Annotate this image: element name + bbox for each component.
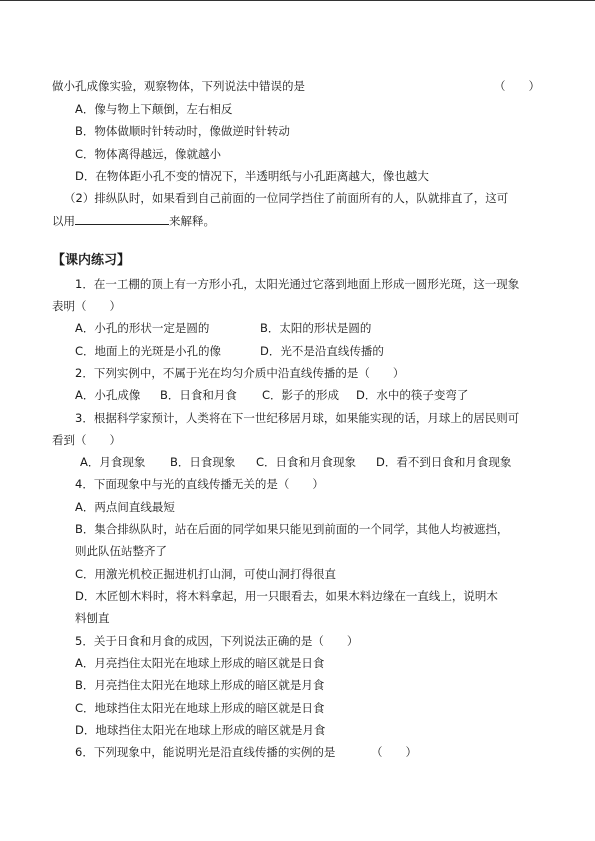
q1-line1: 1．在一工棚的顶上有一方形小孔，太阳光通过它落到地面上形成一圆形光斑，这一现象	[75, 277, 520, 291]
part2-prefix: 以用	[52, 214, 75, 228]
section-title: 【课内练习】	[52, 253, 131, 268]
q4-stem: 4．下面现象中与光的直线传播无关的是（ ）	[75, 477, 324, 491]
q1-line2: 表明（ ）	[52, 299, 121, 313]
q4-option-d-line2: 料刨直	[75, 611, 110, 625]
q3-option-b: B．日食现象	[170, 455, 236, 469]
q5-option-a: A．月亮挡住太阳光在地球上形成的暗区就是日食	[75, 656, 325, 670]
q1-option-d: D．光不是沿直线传播的	[260, 344, 384, 358]
intro-option-c: C．物体离得越远，像就越小	[75, 147, 222, 161]
q1-option-a: A．小孔的形状一定是圆的	[75, 321, 210, 335]
intro-part2-line1: （2）排纵队时，如果看到自己前面的一位同学挡住了前面所有的人，队就排直了，这可	[64, 191, 509, 205]
q4-option-d-line1: D．木匠刨木料时，将木料拿起，用一只眼看去，如果木料边缘在一直线上，说明木	[75, 589, 498, 603]
intro-option-d: D．在物体距小孔不变的情况下，半透明纸与小孔距离越大，像也越大	[75, 169, 429, 183]
intro-option-a: A．像与物上下颠倒，左右相反	[75, 102, 233, 116]
page-top-rule	[0, 0, 595, 1]
q3-option-a: A．月食现象	[80, 455, 146, 469]
intro-option-b: B．物体做顺时针转动时，像做逆时针转动	[75, 124, 290, 138]
q5-option-c: C．地球挡住太阳光在地球上形成的暗区就是日食	[75, 701, 325, 715]
q3-line2: 看到（ ）	[52, 433, 121, 447]
q1-option-c: C．地面上的光斑是小孔的像	[75, 344, 222, 358]
q2-option-d: D．水中的筷子变弯了	[356, 388, 469, 402]
part2-suffix: 来解释。	[169, 214, 215, 228]
q2-stem: 2．下列实例中，不属于光在均匀介质中沿直线传播的是（ ）	[75, 366, 405, 380]
q2-option-c: C．影子的形成	[262, 388, 340, 402]
q4-option-c: C．用激光机校正掘进机打山洞，可使山洞打得很直	[75, 567, 337, 581]
q3-option-d: D．看不到日食和月食现象	[376, 455, 512, 469]
intro-answer-paren: （ ）	[494, 79, 540, 93]
intro-question-stem: 做小孔成像实验，观察物体，下列说法中错误的是	[52, 79, 305, 93]
q2-option-a: A．小孔成像	[75, 388, 141, 402]
q6-stem: 6．下列现象中，能说明光是沿直线传播的实例的是	[75, 745, 336, 759]
q5-stem: 5．关于日食和月食的成因，下列说法正确的是（ ）	[75, 634, 359, 648]
q6-answer-paren: （ ）	[371, 745, 417, 759]
q3-option-c: C．日食和月食现象	[256, 455, 357, 469]
q4-option-b-line2: 则此队伍站整齐了	[75, 544, 167, 558]
q5-option-d: D．地球挡住太阳光在地球上形成的暗区就是月食	[75, 723, 326, 737]
fill-in-blank[interactable]	[75, 214, 169, 225]
q3-line1: 3．根据科学家预计，人类将在下一世纪移居月球，如果能实现的话，月球上的居民则可	[75, 411, 520, 425]
q5-option-b: B．月亮挡住太阳光在地球上形成的暗区就是月食	[75, 678, 325, 692]
q2-option-b: B．日食和月食	[160, 388, 237, 402]
q1-option-b: B．太阳的形状是圆的	[260, 321, 372, 335]
q4-option-a: A．两点间直线最短	[75, 500, 175, 514]
intro-part2-line2	[52, 214, 215, 228]
q4-option-b-line1: B．集合排纵队时，站在后面的同学如果只能见到前面的一个同学，其他人均被遮挡，	[75, 522, 509, 536]
